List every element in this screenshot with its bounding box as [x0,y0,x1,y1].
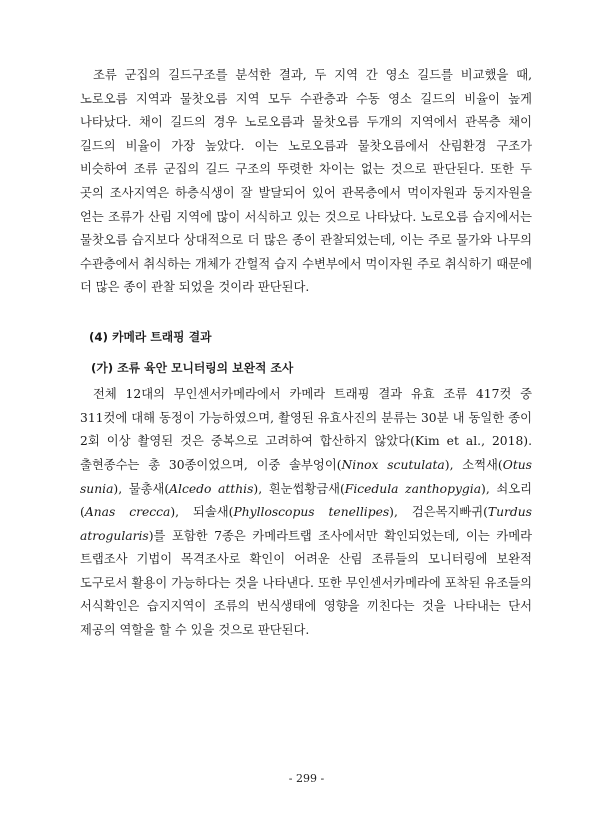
text-run: ), 검은목지빠귀( [389,505,488,520]
text-run: ), 쇠오리( [80,481,532,520]
text-run: ), 되솔새( [170,505,234,520]
text-run: ), 소쩍새( [444,457,503,472]
text-run: 전체 12대의 무인센서카메라에서 카메라 트래핑 결과 유효 조류 417컷 중 311컷에 대해 동정이 가능하였으며, 촬영된 유효사진의 분류는 30분 내 동일한 종이 2회 이상 촬영된 것은 중복으로 고려하여 합산하지 않았다(Kim et al., 2018). 출현종수는 총 30종이었으며, 이중 솔부엉이( [80,387,532,472]
section-heading: (4) 카메라 트래핑 결과 [89,329,212,344]
text-run: ), 물총새( [113,481,170,496]
species-name: Alcedo atthis [169,481,254,496]
section-spacer [80,300,532,326]
page-number: - 299 - [288,772,325,785]
paragraph-guild-structure: 조류 군집의 길드구조를 분석한 결과, 두 지역 간 영소 길드를 비교했을 때, 노로오름 지역과 물찻오름 지역 모두 수관층과 수동 영소 길드의 비율이 높게 나타났다. 채이 길드의 경우 노로오름과 물찻오름 두개의 지역에서 관목층 채이 길드의 비율이 가장 높았다. 이는 노로오름과 물찻오름에서 산림환경 구조가 비슷하여 조류 군집의 길드 구조의 뚜렷한 차이는 없는 것으로 판단된다. 또한 두 곳의 조사지역은 하층식생이 잘 발달되어 있어 관목층에서 먹이자원과 둥지자원을 얻는 조류가 산림 지역에 많이 서식하고 있는 것으로 나타났다. 노로오름 습지에서는 물찻오름 습지보다 상대적으로 더 많은 종이 관찰되었는데, 이는 주로 물가와 나무의 수관층에서 취식하는 개체가 간헐적 습지 수변부에서 먹이자원 주로 취식하기 때문에 더 많은 종이 관찰 되었을 것이라 판단된다. [80,68,532,295]
paragraph-camera-trapping [80,383,532,643]
text-run: ), 흰눈썹황금새( [253,481,345,496]
species-name: Ficedula zanthopygia [344,481,482,496]
species-name: Anas crecca [84,505,171,520]
text-run: )를 포함한 7종은 카메라트랩 조사에서만 확인되었는데, 이는 카메라 트랩조사 기법이 목격조사로 확인이 어려운 산림 조류들의 모니터링에 보완적 도구로서 활용이 가능하다는 것을 나타낸다. 또한 무인센서카메라에 포착된 유조들의 서식확인은 습지지역이 조류의 번식생태에 영향을 끼친다는 것을 나타내는 단서 제공의 역할을 할 수 있을 것으로 판단된다. [80,528,532,638]
species-name: Turdus atrogularis [80,505,532,543]
subsection-heading: (가) 조류 육안 모니터링의 보완적 조사 [91,360,294,375]
species-name: Otus sunia [80,457,532,496]
species-name: Ninox scutulata [341,457,445,472]
document-body [80,64,532,643]
species-name: Phylloscopus tenellipes [233,505,390,520]
